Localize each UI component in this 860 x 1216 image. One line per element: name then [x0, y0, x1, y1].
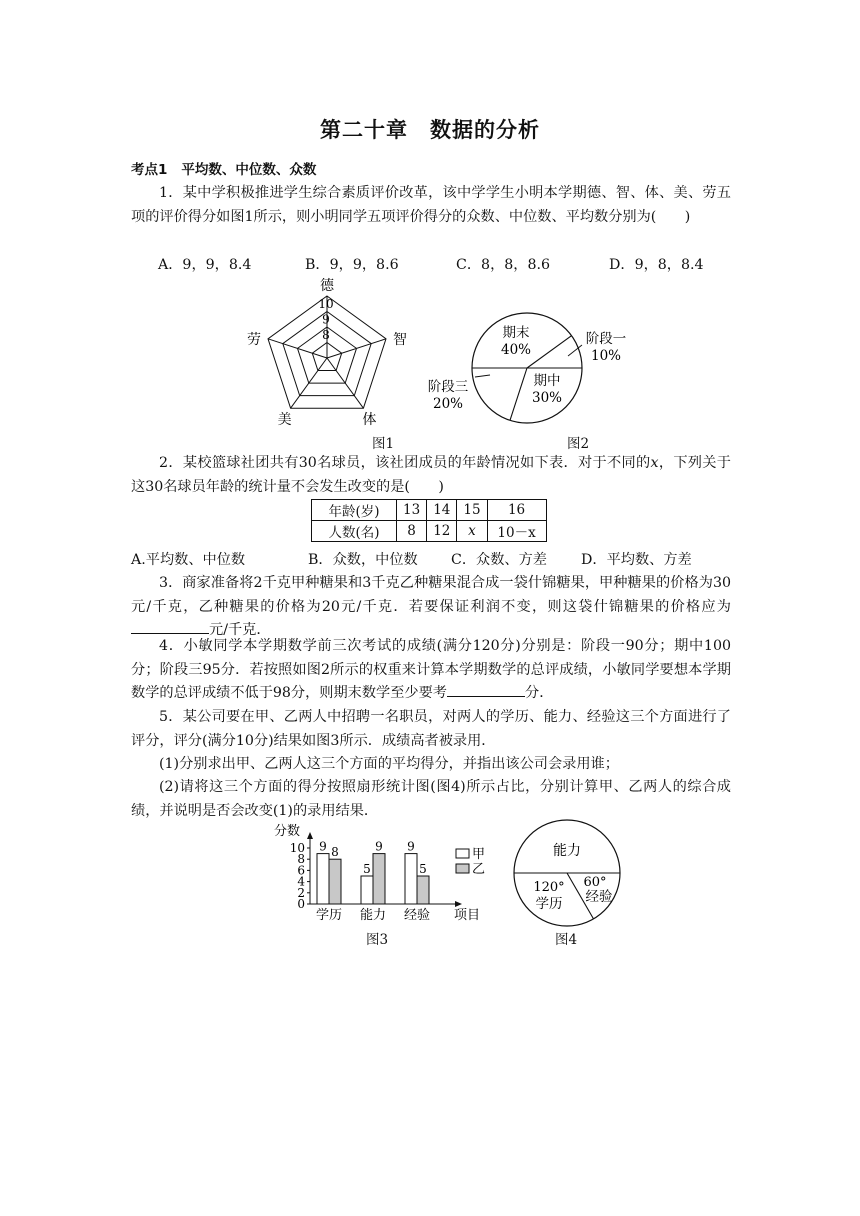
pie-slice-label: 学历: [535, 896, 563, 912]
q2-text-part2: ，下列关于这30名球员年龄的统计量不会发生改变的是( ): [131, 455, 731, 495]
q4-answer-blank: [447, 682, 525, 697]
table-cell: 13: [397, 500, 427, 521]
pie-slice-label: 能力: [553, 843, 581, 859]
q3-answer-blank: [131, 619, 209, 634]
bar-value-label: 9: [319, 839, 327, 854]
x-tick-label: 学历: [315, 908, 343, 923]
bar: [417, 876, 429, 904]
bar-value-label: 5: [419, 862, 427, 876]
x-axis-arrow: [455, 901, 462, 907]
bar: [329, 859, 341, 904]
q2-option-b: B．众数，中位数: [308, 552, 418, 568]
radar-axis-label: 智: [393, 331, 407, 348]
title-topic: 数据的分析: [430, 118, 540, 142]
radar-tick-label: 10: [318, 297, 334, 311]
table-cell: 年龄(岁): [312, 500, 397, 521]
bar-value-label: 9: [375, 839, 383, 854]
x-tick-label: 经验: [403, 908, 431, 923]
x-tick-label: 能力: [359, 908, 387, 923]
pie-chart-proportions: [510, 815, 630, 930]
bar-legend: [456, 847, 485, 877]
legend-label: 甲: [472, 847, 486, 862]
pie-chart-weights: [420, 305, 660, 430]
pie-slice-label: 阶段一: [585, 331, 627, 347]
q4-text-part1: 4．小敏同学本学期数学前三次考试的成绩(满分120分)分别是：阶段一90分；期中100分；阶段三95分．若按照如图2所示的权重来计算本学期数学的总评成绩，小敏同学要想本学期数学的总评成绩不低于98分，则期末数学至少要考: [131, 638, 731, 701]
y-axis-title: 分数: [274, 824, 301, 839]
pie-slice-value: 30%: [531, 390, 563, 406]
figure-2-caption: 图2: [567, 436, 590, 452]
table-cell: 14: [427, 500, 457, 521]
q1-option-d: D．9，8，8.4: [609, 257, 704, 273]
table-cell: 8: [397, 521, 427, 542]
pie-slice-value: 40%: [500, 342, 532, 358]
y-tick-label: 8: [297, 852, 305, 867]
table-cell: 人数(名): [312, 521, 397, 542]
figure-4-caption: 图4: [555, 932, 578, 948]
figure-1-caption: 图1: [372, 436, 395, 452]
q3-text-part1: 3．商家准备将2千克甲种糖果和3千克乙种糖果混合成一袋什锦糖果，甲种糖果的价格为30元/千克，乙种糖果的价格为20元/千克．若要保证利润不变，则这袋什锦糖果的价格应为: [131, 575, 731, 615]
question-1-text: 1．某中学积极推进学生综合素质评价改革，该中学学生小明本学期德、智、体、美、劳五项的评价得分如图1所示，则小明同学五项评价得分的众数、中位数、平均数分别为( ): [131, 185, 731, 225]
pie-slice-label: 阶段三: [427, 379, 469, 395]
bar-value-label: 9: [407, 839, 415, 854]
question-4-text: [131, 635, 731, 706]
q1-option-b: B．9，9，8.6: [305, 257, 399, 273]
y-tick-label: 6: [297, 863, 305, 878]
pie-slice-label: 经验: [585, 889, 613, 905]
radar-chart: [247, 278, 412, 429]
title-chapter: 第二十章: [320, 118, 408, 142]
q2-variable: x: [650, 455, 659, 471]
table-cell: 12: [427, 521, 457, 542]
bar: [405, 854, 417, 904]
q1-option-c: C．8，8，8.6: [456, 257, 551, 273]
pie-slice-label: 期末: [502, 325, 530, 341]
bar-value-label: 5: [363, 862, 371, 876]
y-tick-label: 4: [297, 874, 305, 889]
pie-slice-value: 10%: [590, 348, 622, 364]
legend-swatch: [456, 864, 469, 873]
q3-text-part2: 元/千克．: [209, 622, 271, 638]
bar: [361, 876, 373, 904]
figure-3-caption: 图3: [366, 932, 389, 948]
question-1-options: [158, 254, 738, 274]
q4-text-part2: 分．: [525, 685, 554, 701]
q2-option-a: A.平均数、中位数: [131, 552, 246, 568]
section-heading: [131, 158, 316, 178]
radar-tick-label: 8: [322, 328, 330, 342]
y-axis-arrow: [307, 832, 313, 839]
question-5-part-2: (2)请将这三个方面的得分按照扇形统计图(图4)所示占比，分别计算甲、乙两人的综合成绩，并说明是否会改变(1)的录用结果．: [131, 779, 731, 819]
radar-axis-label: 德: [320, 278, 334, 294]
pie-angle-label: 120°: [533, 880, 565, 895]
y-tick-label: 0: [297, 897, 305, 911]
question-2-options: [131, 549, 711, 569]
table-cell: 10－x: [487, 521, 546, 542]
q2-option-d: D．平均数、方差: [581, 552, 692, 568]
q1-option-a: A．9，9，8.4: [158, 257, 252, 273]
table-cell: x: [457, 521, 487, 542]
bar-value-label: 8: [331, 845, 339, 860]
bar: [317, 854, 329, 904]
legend-swatch: [456, 849, 469, 858]
table-cell: 16: [487, 500, 546, 521]
table-cell: 15: [457, 500, 487, 521]
pie-slice-value: 20%: [432, 396, 464, 412]
bar-marks: [317, 854, 429, 904]
y-tick-label: 10: [289, 841, 305, 855]
radar-axis-label: 美: [277, 412, 292, 429]
bar-chart-scores: [270, 822, 500, 922]
q2-text-part1: 2．某校篮球社团共有30名球员，该社团成员的年龄情况如下表．对于不同的: [159, 455, 651, 471]
table-row: [312, 521, 547, 542]
bar: [373, 854, 385, 904]
question-3-text: [131, 572, 731, 643]
table-row: [312, 500, 547, 521]
y-tick-label: 2: [297, 885, 305, 900]
question-5-part-1: (1)分别求出甲、乙两人这三个方面的平均得分，并指出该公司会录用谁；: [159, 756, 619, 772]
question-5-text: 5．某公司要在甲、乙两人中招聘一名职员，对两人的学历、能力、经验这三个方面进行了评分，评分(满分10分)结果如图3所示．成绩高者被录用．: [131, 709, 731, 749]
q2-option-c: C．众数、方差: [451, 552, 547, 568]
radar-tick-label: 9: [322, 312, 330, 327]
pie-angle-label: 60°: [583, 875, 607, 890]
radar-axis-label: 体: [362, 412, 377, 429]
section-number: 考点1: [131, 162, 168, 178]
question-2-text: [131, 452, 731, 499]
legend-label: 乙: [472, 862, 486, 877]
section-title: 平均数、中位数、众数: [181, 162, 317, 178]
age-table: [311, 499, 547, 542]
x-axis-title: 项目: [454, 908, 481, 923]
radar-axis-label: 劳: [247, 331, 261, 348]
page-title: [0, 114, 860, 144]
pie-slice-label: 期中: [533, 373, 561, 389]
